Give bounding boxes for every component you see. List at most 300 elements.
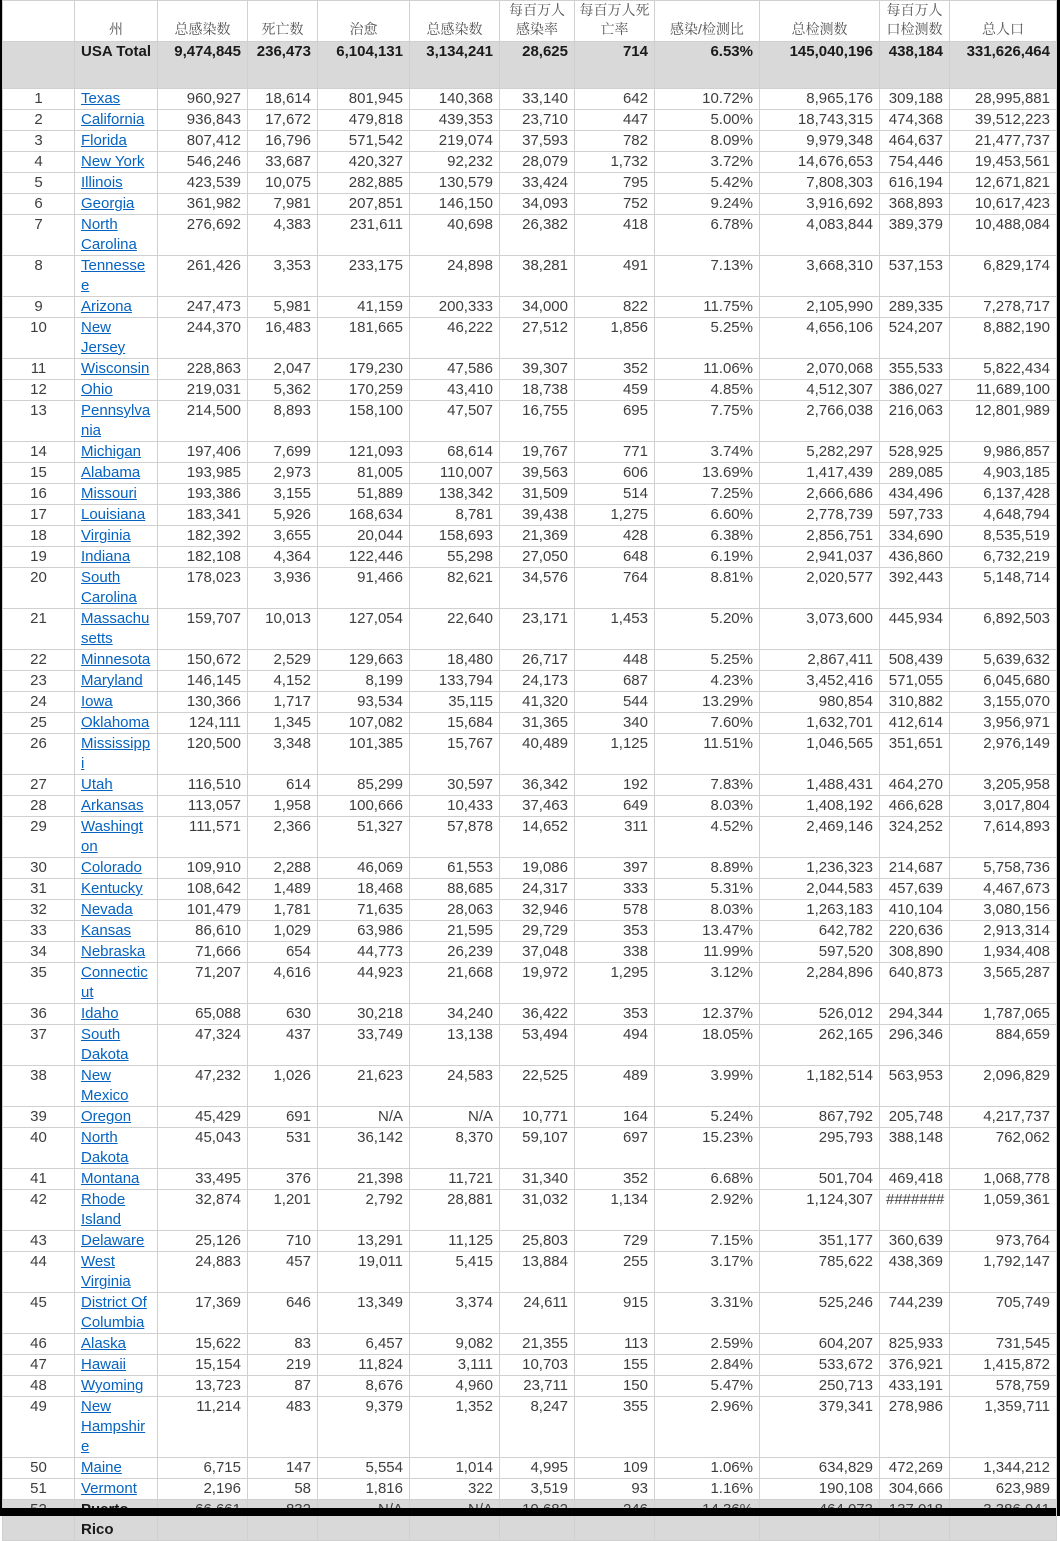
data-cell: 40,698	[410, 215, 500, 256]
data-cell: 183,341	[158, 505, 248, 526]
state-cell	[75, 671, 158, 692]
data-cell: 3,916,692	[760, 194, 880, 215]
data-cell: 41,320	[500, 692, 575, 713]
data-cell: 9.24%	[655, 194, 760, 215]
usa-total-row	[3, 42, 1057, 89]
state-link[interactable]: Colorado	[81, 859, 142, 876]
data-cell: 7,699	[248, 442, 318, 463]
data-cell: 474,368	[880, 110, 950, 131]
state-link[interactable]: North Dakota	[81, 1129, 129, 1166]
row-index: 37	[3, 1025, 75, 1066]
data-cell: 9,082	[410, 1334, 500, 1355]
data-cell: 30,218	[318, 1004, 410, 1025]
data-cell: 289,085	[880, 463, 950, 484]
data-cell: 1,359,711	[950, 1397, 1057, 1458]
row-index: 44	[3, 1252, 75, 1293]
data-cell: 219,031	[158, 380, 248, 401]
data-cell: 457,639	[880, 879, 950, 900]
data-cell: 3,205,958	[950, 775, 1057, 796]
state-link[interactable]: Texas	[81, 90, 121, 107]
data-cell: 2,044,583	[760, 879, 880, 900]
state-link[interactable]: Michigan	[81, 443, 142, 460]
data-cell: 1,781	[248, 900, 318, 921]
data-cell: 22,525	[500, 1066, 575, 1107]
data-cell: 13.69%	[655, 463, 760, 484]
data-cell: 8,676	[318, 1376, 410, 1397]
data-cell: 3,348	[248, 734, 318, 775]
data-cell: 24,611	[500, 1293, 575, 1334]
state-link[interactable]: Iowa	[81, 693, 113, 710]
data-cell: 3,155,070	[950, 692, 1057, 713]
state-cell	[75, 484, 158, 505]
data-cell: 33,495	[158, 1169, 248, 1190]
data-cell: 355,533	[880, 359, 950, 380]
data-cell: 24,883	[158, 1252, 248, 1293]
state-link[interactable]: Montana	[81, 1170, 140, 1187]
row-index: 15	[3, 463, 75, 484]
state-link[interactable]: Ohio	[81, 381, 113, 398]
state-link[interactable]: Utah	[81, 776, 113, 793]
data-cell: 15,684	[410, 713, 500, 734]
data-cell: 5,362	[248, 380, 318, 401]
data-cell: 771	[575, 442, 655, 463]
state-link[interactable]: Kansas	[81, 922, 132, 939]
data-cell: 11,824	[318, 1355, 410, 1376]
data-cell: 2,766,038	[760, 401, 880, 442]
data-cell: 13,138	[410, 1025, 500, 1066]
data-cell: 71,635	[318, 900, 410, 921]
state-link[interactable]: Tennessee	[81, 257, 146, 294]
data-cell: 32,946	[500, 900, 575, 921]
data-cell: 642	[575, 89, 655, 110]
data-cell: 71,666	[158, 942, 248, 963]
data-cell: 24,173	[500, 671, 575, 692]
data-cell: 236,473	[248, 42, 318, 89]
row-index: 22	[3, 650, 75, 671]
col-header-deaths: 死亡数	[248, 1, 318, 42]
data-cell: 8.03%	[655, 900, 760, 921]
data-cell: 489	[575, 1066, 655, 1107]
data-cell: 146,145	[158, 671, 248, 692]
data-cell: 388,148	[880, 1128, 950, 1169]
data-cell: 710	[248, 1231, 318, 1252]
data-cell: 3,452,416	[760, 671, 880, 692]
data-cell: 193,386	[158, 484, 248, 505]
table-row	[3, 713, 1057, 734]
table-row	[3, 1066, 1057, 1107]
table-row	[3, 900, 1057, 921]
data-cell: 884,659	[950, 1025, 1057, 1066]
state-link[interactable]: Minnesota	[81, 651, 151, 668]
data-cell: 1,201	[248, 1190, 318, 1231]
data-cell: 18.05%	[655, 1025, 760, 1066]
data-cell: 21,369	[500, 526, 575, 547]
data-cell: 2.96%	[655, 1397, 760, 1458]
state-link[interactable]: Alabama	[81, 464, 141, 481]
data-cell: 3,155	[248, 484, 318, 505]
data-cell: 47,232	[158, 1066, 248, 1107]
data-cell: 6,715	[158, 1458, 248, 1479]
data-cell: 34,093	[500, 194, 575, 215]
data-cell: 1.16%	[655, 1479, 760, 1500]
data-cell: 255	[575, 1252, 655, 1293]
state-cell	[75, 921, 158, 942]
state-link[interactable]: South Dakota	[81, 1026, 129, 1063]
state-link[interactable]: Washington	[81, 818, 143, 855]
data-cell: 19,086	[500, 858, 575, 879]
data-cell: 464,637	[880, 131, 950, 152]
state-link[interactable]: Maryland	[81, 672, 143, 689]
state-link[interactable]: Arkansas	[81, 797, 144, 814]
col-header-infection-rate-per-million: 每百万人感染率	[500, 1, 575, 42]
col-header-recovered: 治愈	[318, 1, 410, 42]
data-cell: 13,291	[318, 1231, 410, 1252]
data-cell: 107,082	[318, 713, 410, 734]
data-cell: 412,614	[880, 713, 950, 734]
data-cell: 34,000	[500, 297, 575, 318]
data-cell: 2,096,829	[950, 1066, 1057, 1107]
data-cell: 731,545	[950, 1334, 1057, 1355]
state-link[interactable]: Arizona	[81, 298, 132, 315]
data-cell: 1,182,514	[760, 1066, 880, 1107]
table-row	[3, 1025, 1057, 1066]
data-cell: 3.17%	[655, 1252, 760, 1293]
row-index: 21	[3, 609, 75, 650]
state-link[interactable]: Missouri	[81, 485, 137, 502]
data-cell: 4,616	[248, 963, 318, 1004]
data-cell: 4,995	[500, 1458, 575, 1479]
table-row	[3, 463, 1057, 484]
data-cell: 351,651	[880, 734, 950, 775]
data-cell: 129,663	[318, 650, 410, 671]
table-row	[3, 734, 1057, 775]
state-link[interactable]: Alaska	[81, 1335, 127, 1352]
data-cell: 193,985	[158, 463, 248, 484]
data-cell: 28,995,881	[950, 89, 1057, 110]
data-cell: 8,893	[248, 401, 318, 442]
data-cell: 338	[575, 942, 655, 963]
state-link[interactable]: California	[81, 111, 145, 128]
state-cell	[75, 1479, 158, 1500]
state-cell	[75, 1334, 158, 1355]
data-cell: 2,941,037	[760, 547, 880, 568]
data-cell: 2,366	[248, 817, 318, 858]
data-cell: 28,079	[500, 152, 575, 173]
data-cell: 179,230	[318, 359, 410, 380]
data-cell: 361,982	[158, 194, 248, 215]
data-cell: 205,748	[880, 1107, 950, 1128]
data-cell: 1,934,408	[950, 942, 1057, 963]
data-cell: 121,093	[318, 442, 410, 463]
table-row	[3, 1004, 1057, 1025]
data-cell: 10,488,084	[950, 215, 1057, 256]
data-cell: 1,295	[575, 963, 655, 1004]
data-cell: 5.42%	[655, 173, 760, 194]
state-link[interactable]: Wisconsin	[81, 360, 150, 377]
state-link[interactable]: District Of Columbia	[81, 1294, 147, 1331]
data-cell: 438,369	[880, 1252, 950, 1293]
data-cell: 6.68%	[655, 1169, 760, 1190]
data-cell: 392,443	[880, 568, 950, 609]
data-cell: 181,665	[318, 318, 410, 359]
data-cell: 30,597	[410, 775, 500, 796]
data-cell: 479,818	[318, 110, 410, 131]
state-link[interactable]: Oregon	[81, 1108, 132, 1125]
state-cell	[75, 256, 158, 297]
data-cell: 93,534	[318, 692, 410, 713]
data-cell: 8.81%	[655, 568, 760, 609]
state-link[interactable]: Nebraska	[81, 943, 146, 960]
state-link[interactable]: Virginia	[81, 527, 131, 544]
data-cell: 807,412	[158, 131, 248, 152]
state-link[interactable]: Georgia	[81, 195, 135, 212]
state-link[interactable]: Massachusetts	[81, 610, 150, 647]
data-cell: 7.83%	[655, 775, 760, 796]
data-cell: 109	[575, 1458, 655, 1479]
data-cell: 597,733	[880, 505, 950, 526]
data-cell: 433,191	[880, 1376, 950, 1397]
data-cell: 5,639,632	[950, 650, 1057, 671]
data-cell: 428	[575, 526, 655, 547]
state-link[interactable]: Idaho	[81, 1005, 119, 1022]
state-cell	[75, 110, 158, 131]
data-cell: 250,713	[760, 1376, 880, 1397]
data-cell: 68,614	[410, 442, 500, 463]
state-link[interactable]: Mississippi	[81, 735, 151, 772]
state-link[interactable]: New Mexico	[81, 1067, 129, 1104]
data-cell: 2,867,411	[760, 650, 880, 671]
data-cell: 36,142	[318, 1128, 410, 1169]
data-cell: 3,080,156	[950, 900, 1057, 921]
data-cell: 4.85%	[655, 380, 760, 401]
data-cell: 58	[248, 1479, 318, 1500]
row-index: 45	[3, 1293, 75, 1334]
state-link[interactable]: Pennsylvania	[81, 402, 151, 439]
row-index: 2	[3, 110, 75, 131]
data-cell: 4,152	[248, 671, 318, 692]
data-cell: 6,045,680	[950, 671, 1057, 692]
col-header-total-infections: 总感染数	[158, 1, 248, 42]
data-cell: 23,711	[500, 1376, 575, 1397]
data-cell: 309,188	[880, 89, 950, 110]
data-cell: 6.53%	[655, 42, 760, 89]
table-row	[3, 110, 1057, 131]
data-cell: 10,617,423	[950, 194, 1057, 215]
data-cell: 51,327	[318, 817, 410, 858]
state-link[interactable]: New Jersey	[81, 319, 126, 356]
data-cell: 1,134	[575, 1190, 655, 1231]
data-cell: 4,648,794	[950, 505, 1057, 526]
data-cell: 616,194	[880, 173, 950, 194]
data-cell: 5.25%	[655, 318, 760, 359]
data-cell: 472,269	[880, 1458, 950, 1479]
data-cell: 7,614,893	[950, 817, 1057, 858]
data-cell: 46,222	[410, 318, 500, 359]
data-cell: 1,958	[248, 796, 318, 817]
data-cell: 182,108	[158, 547, 248, 568]
data-cell: 5.20%	[655, 609, 760, 650]
data-cell: 5,822,434	[950, 359, 1057, 380]
table-row	[3, 1397, 1057, 1458]
state-link[interactable]: North Carolina	[81, 216, 137, 253]
row-index: 3	[3, 131, 75, 152]
state-link[interactable]: New York	[81, 153, 145, 170]
data-cell: 623,989	[950, 1479, 1057, 1500]
table-row	[3, 817, 1057, 858]
data-cell: 379,341	[760, 1397, 880, 1458]
table-row	[3, 692, 1057, 713]
state-cell	[75, 215, 158, 256]
data-cell: 3,936	[248, 568, 318, 609]
row-index: 16	[3, 484, 75, 505]
data-cell: 5.24%	[655, 1107, 760, 1128]
data-cell: 8,882,190	[950, 318, 1057, 359]
state-link[interactable]: Maine	[81, 1459, 122, 1476]
table-row	[3, 131, 1057, 152]
data-cell: 19,453,561	[950, 152, 1057, 173]
data-cell	[880, 1500, 950, 1541]
data-cell: 729	[575, 1231, 655, 1252]
data-cell: 21,623	[318, 1066, 410, 1107]
state-cell	[75, 796, 158, 817]
data-cell: 12,671,821	[950, 173, 1057, 194]
state-link[interactable]: New Hampshire	[81, 1398, 146, 1455]
table-row	[3, 650, 1057, 671]
data-cell: 752	[575, 194, 655, 215]
data-cell: 410,104	[880, 900, 950, 921]
data-cell: 21,355	[500, 1334, 575, 1355]
state-link[interactable]: Indiana	[81, 548, 131, 565]
data-cell: 5,415	[410, 1252, 500, 1293]
data-cell: 936,843	[158, 110, 248, 131]
data-cell: 244,370	[158, 318, 248, 359]
data-cell: 1,415,872	[950, 1355, 1057, 1376]
data-cell: 10,433	[410, 796, 500, 817]
data-cell: 533,672	[760, 1355, 880, 1376]
data-cell: 12.37%	[655, 1004, 760, 1025]
data-cell: 282,885	[318, 173, 410, 194]
state-link[interactable]: Wyoming	[81, 1377, 144, 1394]
state-link[interactable]: Oklahoma	[81, 714, 150, 731]
data-cell: 1,026	[248, 1066, 318, 1107]
data-cell: 5,981	[248, 297, 318, 318]
data-cell: 295,793	[760, 1128, 880, 1169]
data-cell: 65,088	[158, 1004, 248, 1025]
state-cell	[75, 1458, 158, 1479]
state-link[interactable]: South Carolina	[81, 569, 137, 606]
data-cell: 155	[575, 1355, 655, 1376]
state-cell	[75, 401, 158, 442]
row-index: 24	[3, 692, 75, 713]
data-cell: 44,923	[318, 963, 410, 1004]
data-cell: 2,196	[158, 1479, 248, 1500]
data-cell: 43,410	[410, 380, 500, 401]
covid-state-table	[2, 0, 1057, 1541]
row-index: 9	[3, 297, 75, 318]
data-cell: 28,625	[500, 42, 575, 89]
row-index: 51	[3, 1479, 75, 1500]
data-cell: 10.72%	[655, 89, 760, 110]
data-cell: 81,005	[318, 463, 410, 484]
data-cell: 6.19%	[655, 547, 760, 568]
data-cell: 705,749	[950, 1293, 1057, 1334]
row-index: 18	[3, 526, 75, 547]
row-index: 7	[3, 215, 75, 256]
data-cell: 247,473	[158, 297, 248, 318]
data-cell: 614	[248, 775, 318, 796]
data-cell: 6,104,131	[318, 42, 410, 89]
state-link[interactable]: Florida	[81, 132, 127, 149]
data-cell: 41,159	[318, 297, 410, 318]
data-cell: 71,207	[158, 963, 248, 1004]
data-cell: 39,438	[500, 505, 575, 526]
data-cell: 2,778,739	[760, 505, 880, 526]
data-cell: 578,759	[950, 1376, 1057, 1397]
data-cell: 192	[575, 775, 655, 796]
row-index: 35	[3, 963, 75, 1004]
data-cell: 294,344	[880, 1004, 950, 1025]
data-cell	[410, 1500, 500, 1541]
data-cell: 17,672	[248, 110, 318, 131]
data-cell: 1,792,147	[950, 1252, 1057, 1293]
data-cell: 28,063	[410, 900, 500, 921]
data-cell: 150	[575, 1376, 655, 1397]
state-cell	[75, 1004, 158, 1025]
data-cell: 6.38%	[655, 526, 760, 547]
data-cell: 304,666	[880, 1479, 950, 1500]
data-cell: 8,370	[410, 1128, 500, 1169]
table-row	[3, 194, 1057, 215]
row-index: 32	[3, 900, 75, 921]
row-index: 48	[3, 1376, 75, 1397]
data-cell: 514	[575, 484, 655, 505]
data-cell: 108,642	[158, 879, 248, 900]
table-row	[3, 380, 1057, 401]
data-cell: 1,263,183	[760, 900, 880, 921]
data-cell: 101,385	[318, 734, 410, 775]
state-link[interactable]: Louisiana	[81, 506, 146, 523]
data-cell: 158,693	[410, 526, 500, 547]
table-row	[3, 609, 1057, 650]
state-cell	[75, 442, 158, 463]
table-row	[3, 775, 1057, 796]
state-cell	[75, 505, 158, 526]
data-cell: 63,986	[318, 921, 410, 942]
data-cell: 3,073,600	[760, 609, 880, 650]
state-link[interactable]: Rhode Island	[81, 1191, 126, 1228]
state-link[interactable]: Vermont	[81, 1480, 137, 1497]
state-link[interactable]: Nevada	[81, 901, 133, 918]
col-header-tests-per-million: 每百万人口检测数	[880, 1, 950, 42]
state-link[interactable]: Illinois	[81, 174, 123, 191]
data-cell: 571,055	[880, 671, 950, 692]
data-cell: 322	[410, 1479, 500, 1500]
data-cell: N/A	[318, 1107, 410, 1128]
data-cell: 571,542	[318, 131, 410, 152]
data-cell: 563,953	[880, 1066, 950, 1107]
state-link[interactable]: West Virginia	[81, 1253, 131, 1290]
data-cell: 491	[575, 256, 655, 297]
state-link[interactable]: Hawaii	[81, 1356, 127, 1373]
state-link[interactable]: Delaware	[81, 1232, 145, 1249]
data-cell: 28,881	[410, 1190, 500, 1231]
data-cell: 3,111	[410, 1355, 500, 1376]
data-cell: 494	[575, 1025, 655, 1066]
data-cell: 397	[575, 858, 655, 879]
state-link[interactable]: Connecticut	[81, 964, 148, 1001]
data-cell: 5,554	[318, 1458, 410, 1479]
state-link[interactable]: Kentucky	[81, 880, 143, 897]
